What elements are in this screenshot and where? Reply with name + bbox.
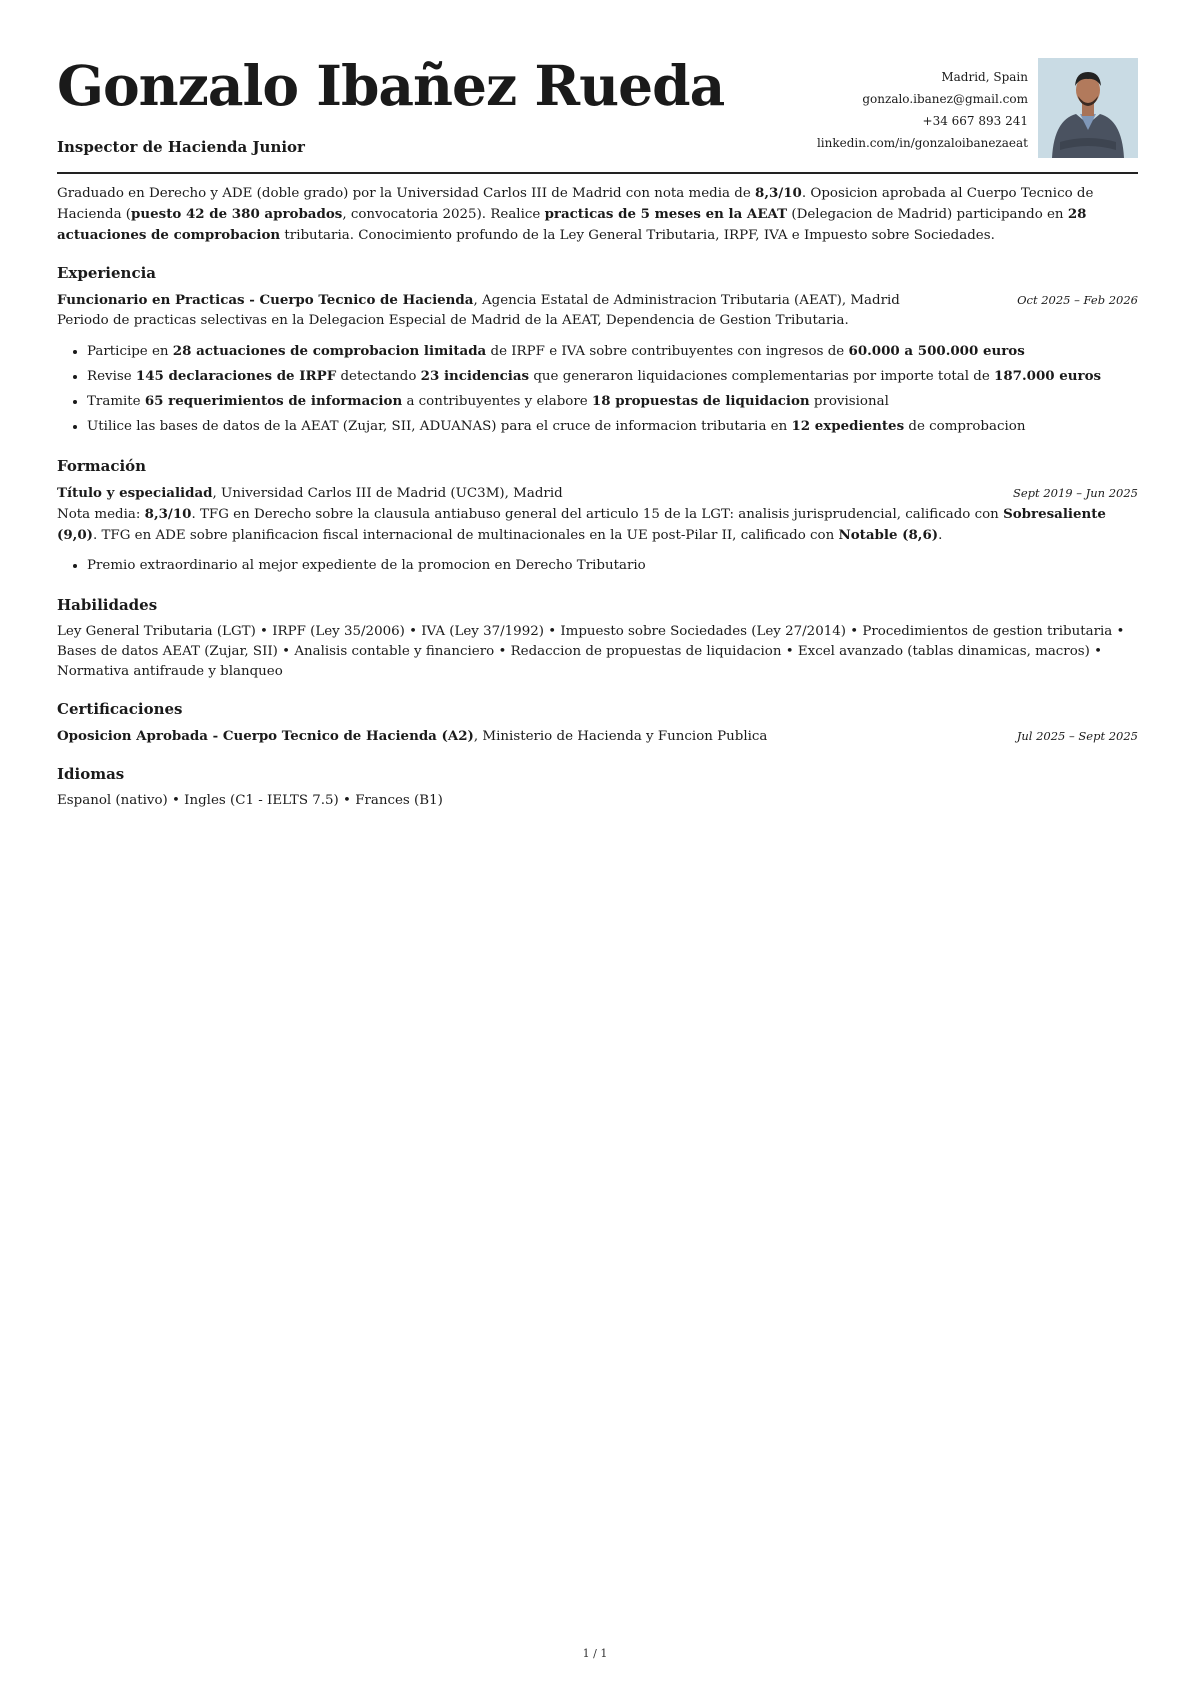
certification-name: Oposicion Aprobada - Cuerpo Tecnico de Hacienda (A2)	[57, 728, 474, 744]
institution: , Universidad Carlos III de Madrid (UC3M), Madrid	[212, 486, 563, 501]
experience-bullets	[57, 339, 1138, 439]
summary-text: , convocatoria 2025). Realice	[342, 207, 545, 222]
job-title: Inspector de Hacienda Junior	[57, 138, 305, 156]
education-entry-header	[57, 483, 1138, 504]
list-item: • Participe en 28 actuaciones de comprobacion limitada de IRPF e IVA sobre contribuyentes con ingresos de 60.000 a 500.000 euros	[87, 339, 1138, 364]
resume-header	[57, 0, 1138, 174]
role: Funcionario en Practicas - Cuerpo Tecnico de Hacienda	[57, 292, 474, 308]
certifications-section	[57, 700, 1138, 747]
certification-entry	[57, 726, 1138, 747]
section-title: Idiomas	[57, 765, 125, 783]
summary-highlight: 8,3/10	[755, 185, 802, 201]
list-item: • Premio extraordinario al mejor expediente de la promocion en Derecho Tributario	[87, 554, 1138, 578]
section-title: Experiencia	[57, 264, 157, 282]
languages-section	[57, 765, 1138, 811]
summary-highlight: practicas de 5 meses en la AEAT	[544, 206, 788, 222]
page-number: 1 / 1	[582, 1647, 608, 1660]
candidate-name: Gonzalo Ibañez Rueda	[57, 53, 725, 118]
issuer: , Ministerio de Hacienda y Funcion Publica	[473, 729, 768, 744]
profile-photo-icon	[1038, 58, 1138, 158]
summary-text: (Delegacion de Madrid) participando en	[787, 207, 1068, 222]
organization: , Agencia Estatal de Administracion Tributaria (AEAT), Madrid	[473, 293, 900, 308]
list-item: • Utilice las bases de datos de la AEAT (Zujar, SII, ADUANAS) para el cruce de informacion tributaria en 12 expedientes de comprobacion	[87, 414, 1138, 439]
phone: +34 667 893 241	[922, 114, 1028, 128]
section-title: Formación	[57, 457, 147, 475]
skills-list: Ley General Tributaria (LGT) • IRPF (Ley 35/2006) • IVA (Ley 37/1992) • Impuesto sobre Sociedades (Ley 27/2014) • Procedimientos de gestion tributaria • Bases de datos AEAT (Zujar, SII) • Analisis contable y financiero • Redaccion de propuestas de liquidacion • Excel avanzado (tablas dinamicas, macros) • Normativa antifraude y blanqueo	[57, 624, 1125, 679]
languages-list: Espanol (nativo) • Ingles (C1 - IELTS 7.5) • Frances (B1)	[57, 793, 443, 808]
summary-highlight: 28 actuaciones de comprobacion	[57, 206, 1087, 243]
skills-section	[57, 596, 1138, 682]
degree: Título y especialidad	[57, 485, 213, 501]
contact-block	[817, 66, 1028, 154]
email[interactable]: gonzalo.ibanez@gmail.com	[862, 92, 1028, 106]
section-title: Certificaciones	[57, 700, 183, 718]
education-description: Nota media: 8,3/10. TFG en Derecho sobre la clausula antiabuso general del articulo 15 de la LGT: analisis jurisprudencial, calificado con Sobresaliente (9,0). TFG en ADE sobre planificacion fiscal internacional de multinacionales en la UE post-Pilar II, calificado con Notable (8,6).	[57, 506, 1106, 543]
experience-section	[57, 264, 1138, 439]
list-item: • Tramite 65 requerimientos de informacion a contribuyentes y elabore 18 propuestas de liquidacion provisional	[87, 389, 1138, 414]
summary-highlight: puesto 42 de 380 aprobados	[131, 206, 343, 222]
summary	[57, 183, 1138, 246]
education-section	[57, 457, 1138, 578]
section-title: Habilidades	[57, 596, 158, 614]
resume-page	[57, 0, 1138, 811]
summary-text: . Oposicion aprobada al Cuerpo Tecnico de Hacienda (	[57, 186, 1094, 222]
date-range: Oct 2025 – Feb 2026	[1017, 293, 1138, 307]
education-bullets	[57, 554, 1138, 578]
experience-description: Periodo de practicas selectivas en la Delegacion Especial de Madrid de la AEAT, Dependencia de Gestion Tributaria.	[57, 313, 849, 328]
summary-text: tributaria. Conocimiento profundo de la Ley General Tributaria, IRPF, IVA e Impuesto sobre Sociedades.	[280, 228, 995, 243]
location: Madrid, Spain	[941, 70, 1028, 84]
linkedin[interactable]: linkedin.com/in/gonzaloibanezaeat	[816, 136, 1028, 150]
list-item: • Revise 145 declaraciones de IRPF detectando 23 incidencias que generaron liquidaciones complementarias por importe total de 187.000 euros	[87, 364, 1138, 389]
date-range: Sept 2019 – Jun 2025	[1013, 486, 1138, 500]
summary-text: Graduado en Derecho y ADE (doble grado) por la Universidad Carlos III de Madrid con nota media de	[57, 186, 756, 201]
date-range: Jul 2025 – Sept 2025	[1016, 729, 1138, 743]
experience-entry-header	[57, 290, 1138, 311]
